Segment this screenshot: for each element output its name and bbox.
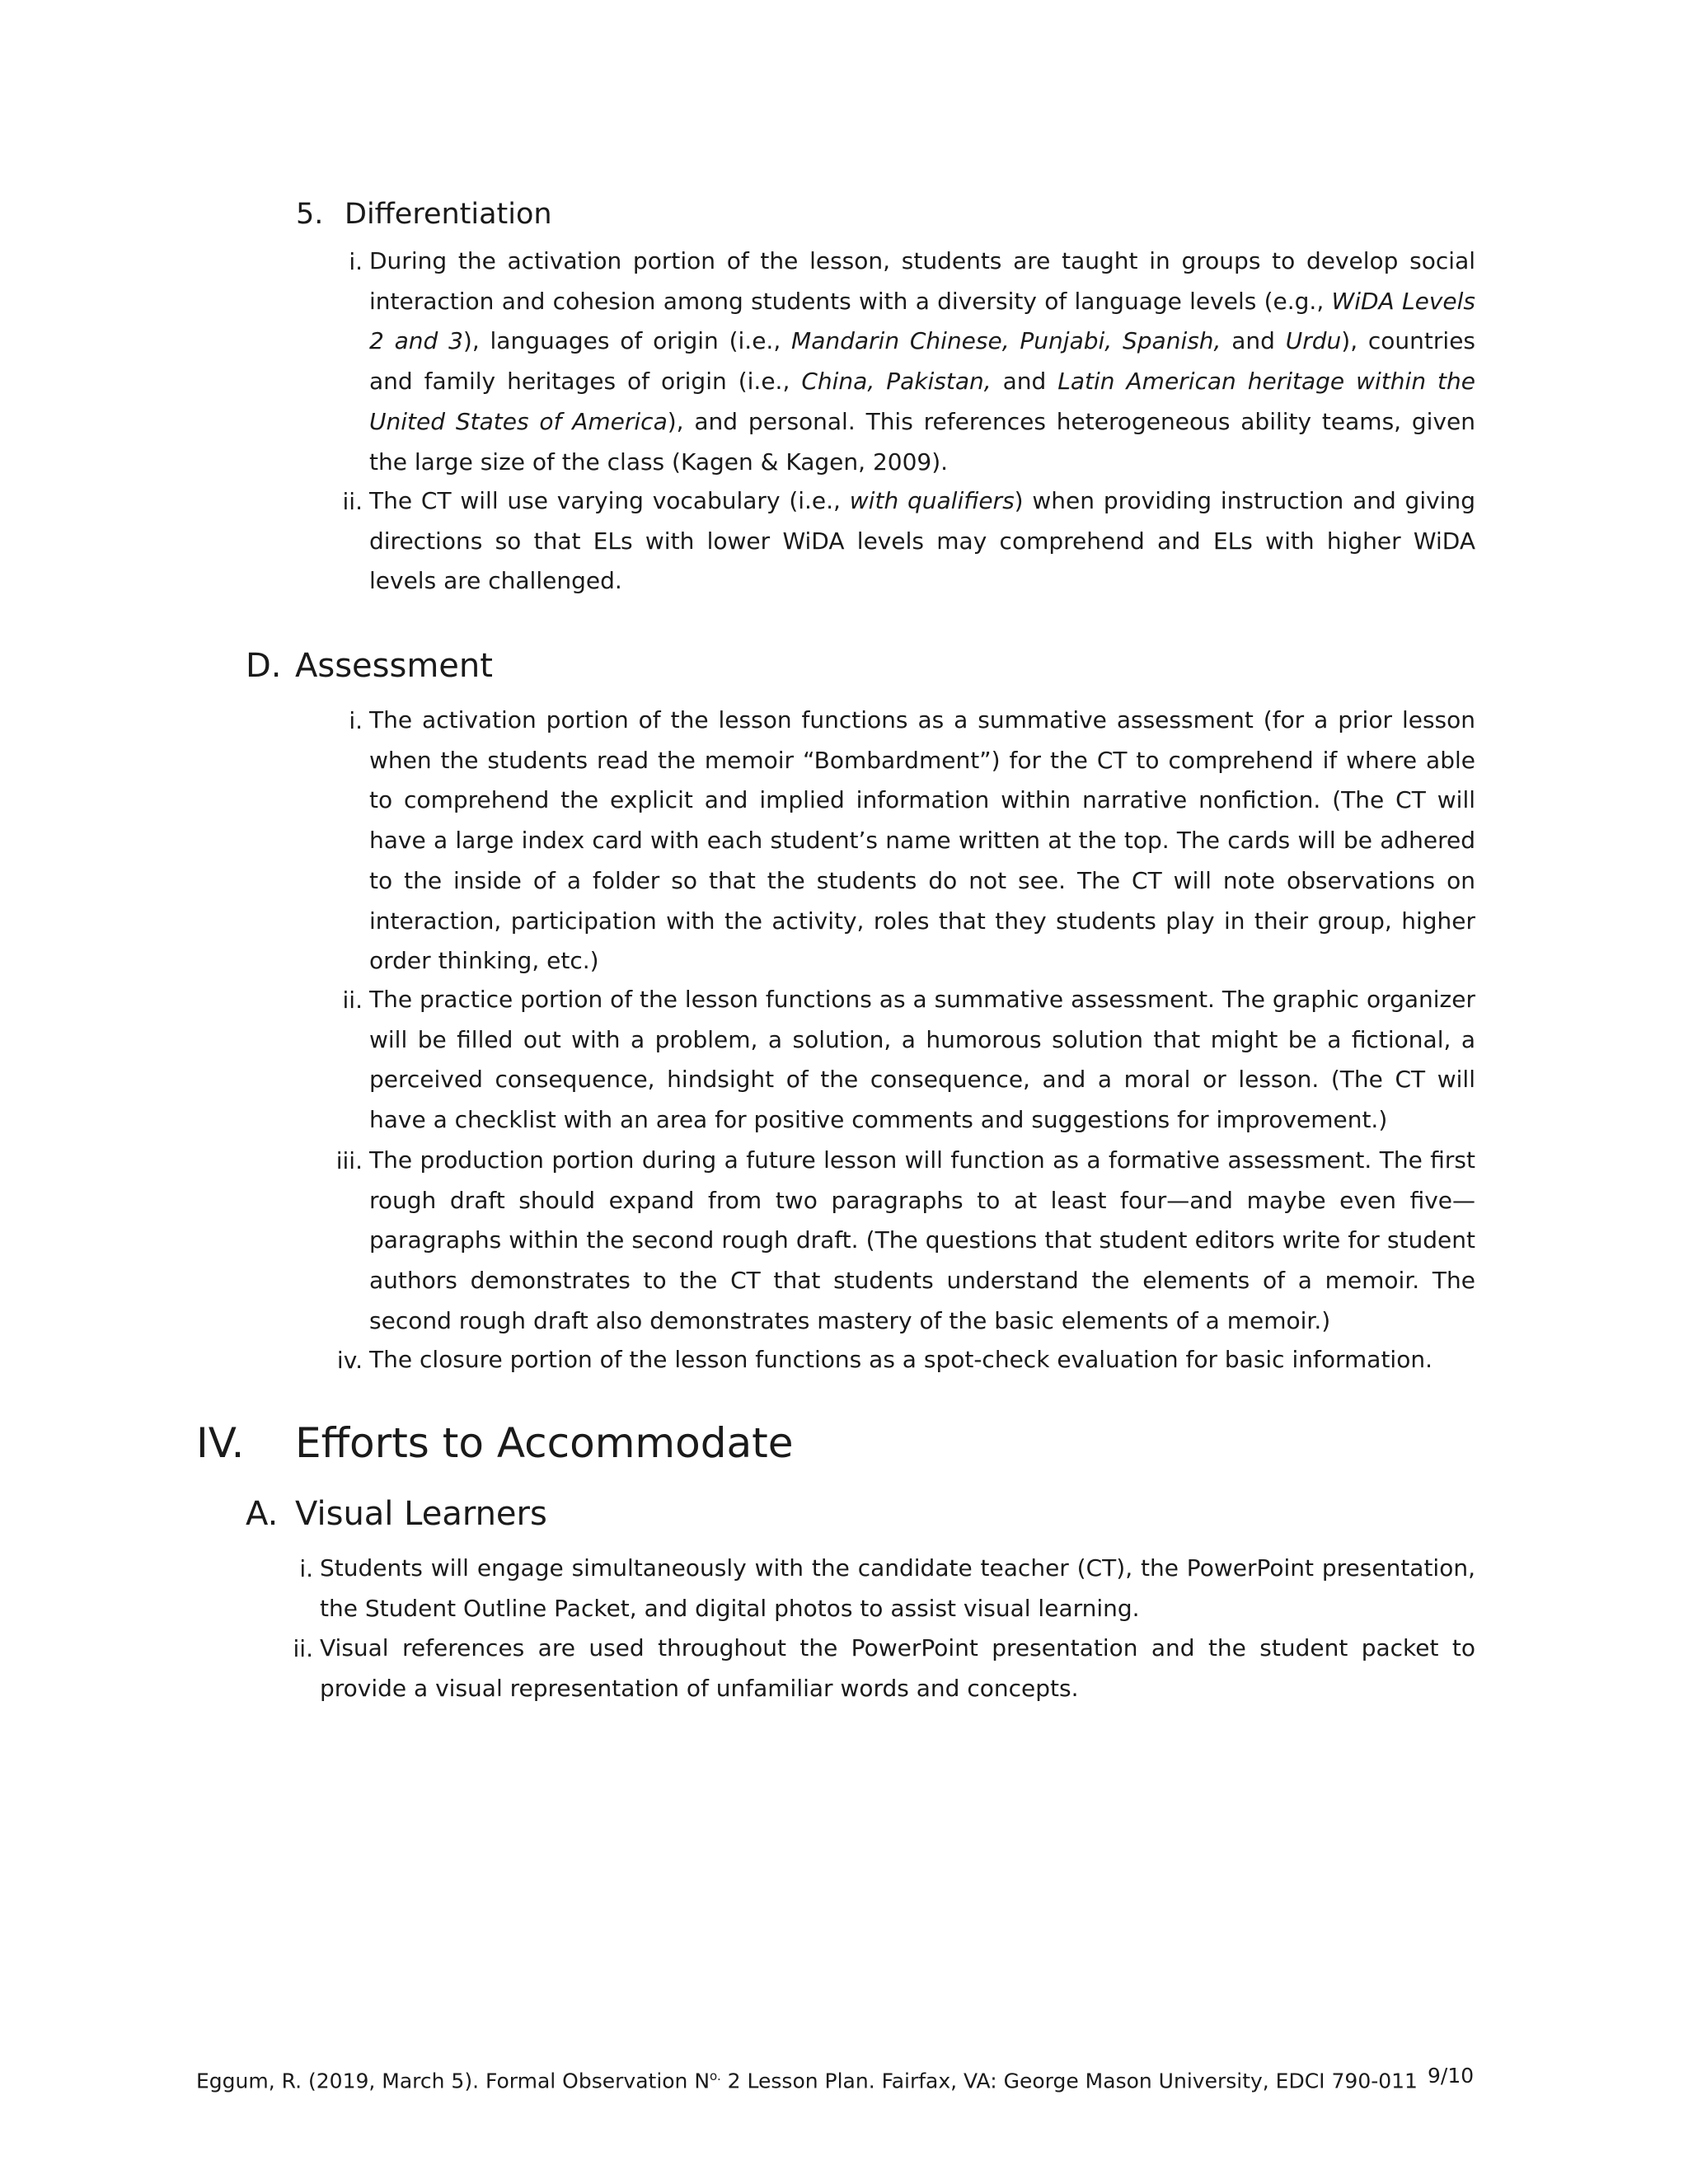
list-item-paragraph: The production portion during a future lesson will function as a formative assessment. The first rough draft should expand from two paragraphs to at least four—and maybe even five—paragraphs within the second rough draft. (The questions that student editors write for student authors demonstrates to the CT that students understand the elements of a memoir. The second rough draft also demonstrates mastery of the basic elements of a memoir.) <box>369 1146 1475 1334</box>
list-marker: i. <box>349 707 363 734</box>
section-numeral: IV. <box>196 1419 245 1467</box>
list-marker: ii. <box>342 987 363 1014</box>
list-item-paragraph: Visual references are used throughout the PowerPoint presentation and the student packet to provide a visual representation of unfamiliar words and concepts. <box>320 1634 1475 1702</box>
section-letter: D. <box>246 647 282 685</box>
section-heading-visual-learners: Visual Learners <box>295 1495 547 1533</box>
list-item-paragraph: During the activation portion of the lesson, students are taught in groups to develop social interaction and cohesion among students with a diversity of language levels (e.g., WiDA Levels 2 and 3), languages of origin (i.e., Mandarin Chinese, Punjabi, Spanish, and Urdu), countries and family heritages of origin (i.e., China, Pakistan, and Latin American heritage within the United States of America), and personal. This references heterogeneous ability teams, given the large size of the class (Kagen & Kagen, 2009). <box>369 247 1476 476</box>
list-marker: i. <box>299 1555 313 1582</box>
section-heading-efforts-to-accommodate: Efforts to Accommodate <box>295 1419 794 1467</box>
page-number: 9/10 <box>1428 2064 1475 2088</box>
list-marker: iii. <box>335 1147 363 1174</box>
section-heading-assessment: Assessment <box>295 647 493 685</box>
list-item-paragraph: The CT will use varying vocabulary (i.e., with qualifiers) when providing instruction and giving directions so that ELs with lower WiDA levels may comprehend and ELs with higher WiDA levels are challenged. <box>369 487 1475 595</box>
section-letter: A. <box>246 1495 279 1533</box>
list-marker: ii. <box>293 1635 313 1662</box>
section-number: 5. <box>296 198 324 231</box>
list-marker: iv. <box>336 1347 363 1374</box>
list-item-paragraph: The closure portion of the lesson functions as a spot-check evaluation for basic information. <box>369 1346 1432 1373</box>
list-marker: i. <box>349 248 363 275</box>
footer-citation: Eggum, R. (2019, March 5). Formal Observation $N^{o.}$ 2 Lesson Plan. Fairfax, VA: George Mason University, EDCI 790-011 <box>196 2069 1418 2093</box>
section-heading-differentiation: Differentiation <box>345 198 552 231</box>
list-item-paragraph: The practice portion of the lesson functions as a summative assessment. The graphic organizer will be filled out with a problem, a solution, a humorous solution that might be a fictional, a perceived consequence, hindsight of the consequence, and a moral or lesson. (The CT will have a checklist with an area for positive comments and suggestions for improvement.) <box>369 986 1475 1134</box>
list-item-paragraph: The activation portion of the lesson functions as a summative assessment (for a prior lesson when the students read the memoir “Bombardment”) for the CT to comprehend if where able to comprehend the explicit and implied information within narrative nonfiction. (The CT will have a large index card with each student’s name written at the top. The cards will be adhered to the inside of a folder so that the students do not see. The CT will note observations on interaction, participation with the activity, roles that they students play in their group, higher order thinking, etc.) <box>369 706 1475 975</box>
list-item-paragraph: Students will engage simultaneously with the candidate teacher (CT), the PowerPoint presentation, the Student Outline Packet, and digital photos to assist visual learning. <box>320 1554 1475 1622</box>
list-marker: ii. <box>342 488 363 515</box>
